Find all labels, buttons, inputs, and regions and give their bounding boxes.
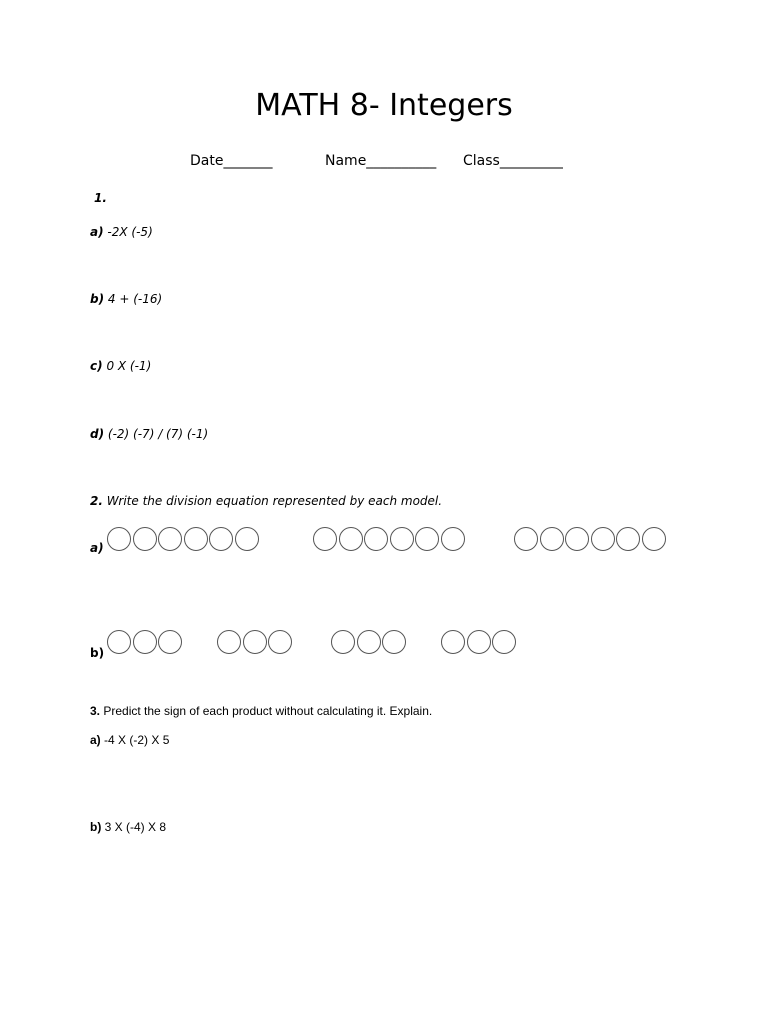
q3-prompt-text: Predict the sign of each product without calculating it. Explain. [103, 704, 433, 718]
header-fields [0, 153, 768, 175]
q1-item-c-text: 0 X (-1) [106, 359, 152, 373]
counter-circle [243, 630, 267, 654]
counter-circle [591, 527, 615, 551]
q1-item-d-text: (-2) (-7) / (7) (-1) [107, 427, 209, 441]
q1-item-a-label: a) [90, 225, 104, 239]
q1-number-text: 1. [94, 191, 107, 205]
class-field: Class_________ [463, 153, 563, 169]
q2-model-a-label: a) [90, 541, 104, 555]
q2-model-b-label: b) [90, 646, 105, 660]
q2-model-a-group-2 [313, 527, 466, 551]
counter-circle [382, 630, 406, 654]
q3-item-a [90, 733, 169, 747]
counter-circle [268, 630, 292, 654]
counter-circle [415, 527, 439, 551]
q1-item-b-text: 4 + (-16) [107, 292, 163, 306]
counter-circle [107, 630, 131, 654]
counter-circle [184, 527, 208, 551]
q3-item-a-text: -4 X (-2) X 5 [104, 733, 170, 747]
date-field: Date_______ [190, 153, 273, 169]
q2-model-b-group-4 [441, 630, 518, 654]
q2-model-a-group-3 [514, 527, 667, 551]
q2-model-b-group-1 [107, 630, 184, 654]
counter-circle [357, 630, 381, 654]
counter-circle [642, 527, 666, 551]
counter-circle [107, 527, 131, 551]
q1-item-b-label: b) [90, 292, 105, 306]
counter-circle [441, 630, 465, 654]
counter-circle [209, 527, 233, 551]
name-field: Name__________ [325, 153, 437, 169]
q2-model-b-group-3 [331, 630, 408, 654]
page-title: MATH 8- Integers [255, 88, 513, 123]
counter-circle [616, 527, 640, 551]
counter-circle [565, 527, 589, 551]
q1-item-d-label: d) [90, 427, 105, 441]
counter-circle [364, 527, 388, 551]
q2-model-a-group-1 [107, 527, 260, 551]
counter-circle [390, 527, 414, 551]
q2-prompt-text: Write the division equation represented by each model. [106, 494, 443, 508]
q3-prompt [90, 704, 432, 718]
q1-item-b [90, 292, 162, 306]
counter-circle [133, 527, 157, 551]
q1-item-a-text: -2X (-5) [107, 225, 153, 239]
q2-number: 2. [90, 494, 103, 508]
q2-prompt [90, 494, 442, 508]
q3-item-a-label: a) [90, 733, 101, 747]
q1-item-c-label: c) [90, 359, 103, 373]
q3-item-b-label: b) [90, 820, 102, 834]
q3-item-b-text: 3 X (-4) X 8 [104, 820, 167, 834]
counter-circle [540, 527, 564, 551]
counter-circle [441, 527, 465, 551]
counter-circle [217, 630, 241, 654]
q1-item-c [90, 359, 151, 373]
q3-item-b [90, 820, 166, 834]
counter-circle [313, 527, 337, 551]
counter-circle [467, 630, 491, 654]
counter-circle [158, 630, 182, 654]
counter-circle [158, 527, 182, 551]
counter-circle [492, 630, 516, 654]
q1-number [94, 191, 107, 205]
counter-circle [235, 527, 259, 551]
counter-circle [133, 630, 157, 654]
q3-number: 3. [90, 704, 101, 718]
counter-circle [339, 527, 363, 551]
counter-circle [514, 527, 538, 551]
q1-item-d [90, 427, 208, 441]
counter-circle [331, 630, 355, 654]
q2-model-b-group-2 [217, 630, 294, 654]
q1-item-a [90, 225, 153, 239]
